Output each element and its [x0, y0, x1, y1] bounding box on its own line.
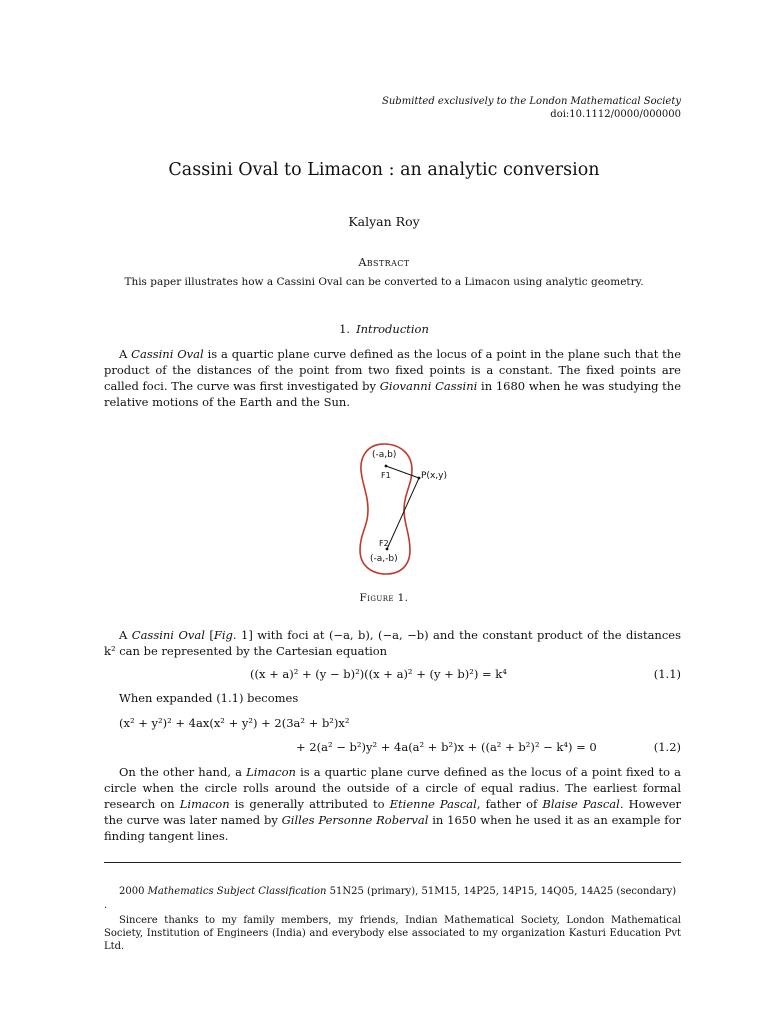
- limacon-paragraph: On the other hand, a Limacon is a quartic plane curve defined as the locus of a point fixed to a circle when the circle rolls around the outside of a circle of equal radius. The earliest formal research on Limacon is generally attributed to Etienne Pascal, father of Blaise Pascal. However the curve was later named by Gilles Personne Roberval in 1650 when he used it as an example for finding tangent lines.: [104, 765, 681, 843]
- author-name: Kalyan Roy: [348, 214, 420, 229]
- footnote-rule: [104, 862, 681, 863]
- doi-line: doi:10.1112/0000/000000: [550, 109, 681, 120]
- emph: Limacon: [246, 765, 296, 779]
- emph: Fig.: [213, 628, 237, 642]
- equation-1-2-line2: + 2(a² − b²)y² + 4a(a² + b²)x + ((a² + b²)² − k⁴) = 0: [296, 740, 597, 754]
- cassini-oval-figure: [352, 440, 468, 578]
- equation-1-2-line1: (x² + y²)² + 4ax(x² + y²) + 2(3a² + b²)x²: [119, 716, 350, 730]
- acknowledgement-footnote: Sincere thanks to my family members, my friends, Indian Mathematical Society, London Mathematical Society, Institution of Engineers (India) and everybody else associated to my organization Kasturi Education Pvt Ltd.: [104, 915, 681, 952]
- equation-1-1: ((x + a)² + (y − b)²)((x + a)² + (y + b)²) = k⁴: [250, 667, 507, 681]
- section-title: Introduction: [356, 322, 429, 336]
- msc-footnote: 2000 Mathematics Subject Classification 51N25 (primary), 51M15, 14P25, 14P15, 14Q05, 14A25 (secondary): [119, 886, 677, 897]
- expanded-text: When expanded (1.1) becomes: [119, 691, 299, 705]
- label-top: (-a,b): [372, 450, 397, 460]
- intro-paragraph: A Cassini Oval is a quartic plane curve defined as the locus of a point in the plane such that the product of the distances of the point from two fixed points is a constant. The fixed points are called foci. The curve was first investigated by Giovanni Cassini in 1680 when he was studying the relative motions of the Earth and the Sun.: [104, 347, 682, 409]
- emph: Limacon: [179, 797, 230, 811]
- equation-1-1-number: (1.1): [653, 667, 681, 681]
- label-bottom: (-a,-b): [370, 554, 398, 564]
- equation-1-2-number: (1.2): [653, 740, 681, 754]
- abstract-text: This paper illustrates how a Cassini Oval can be converted to a Limacon using analytic geometry.: [124, 276, 644, 288]
- section-number: 1.: [339, 322, 351, 336]
- label-f2: F2: [379, 539, 389, 548]
- focus1-to-p-line: [386, 466, 419, 478]
- focus2-point: [386, 548, 389, 551]
- label-f1: F1: [381, 471, 391, 480]
- running-header: [382, 95, 681, 121]
- emph: Etienne Pascal: [389, 797, 477, 811]
- emph: Gilles Personne Roberval: [281, 813, 429, 827]
- figure-caption: Figure 1.: [359, 592, 409, 604]
- emph: Cassini Oval: [131, 628, 205, 642]
- p-point: [418, 477, 421, 480]
- journal-line: Submitted exclusively to the London Mathematical Society: [382, 96, 681, 107]
- emph: Cassini Oval: [131, 347, 204, 361]
- emph: Giovanni Cassini: [379, 379, 478, 393]
- footnote-dot: .: [104, 900, 108, 911]
- cassini-paragraph: A Cassini Oval [Fig. 1] with foci at (−a, b), (−a, −b) and the constant product of the distances k² can be represented by the Cartesian equation: [104, 628, 681, 658]
- focus2-to-p-line: [387, 478, 419, 549]
- abstract-heading: Abstract: [358, 256, 410, 269]
- label-p: P(x,y): [421, 471, 447, 481]
- emph: Blaise Pascal: [542, 797, 620, 811]
- paper-title: Cassini Oval to Limacon : an analytic conversion: [168, 160, 600, 180]
- section-heading: [0, 322, 768, 336]
- focus1-point: [385, 465, 388, 468]
